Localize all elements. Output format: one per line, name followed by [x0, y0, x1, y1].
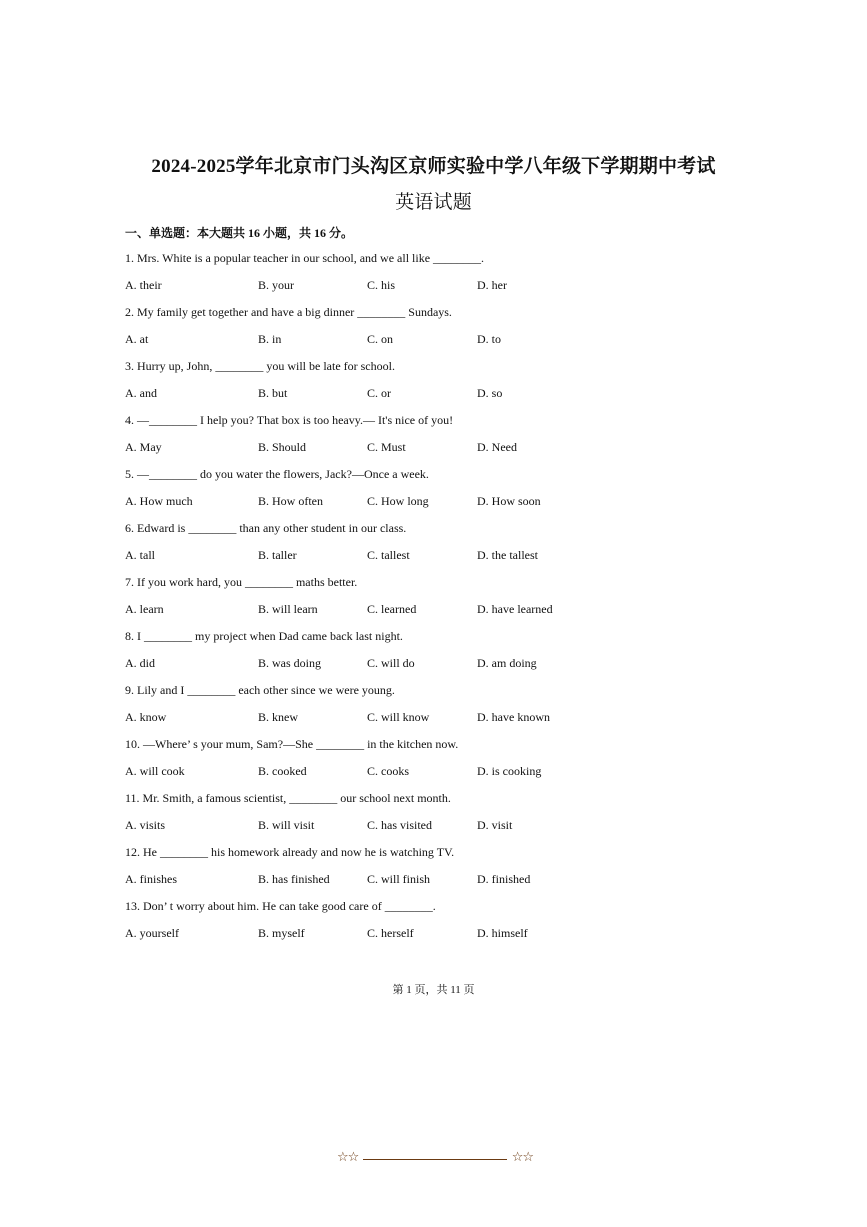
option-b: B. in	[258, 332, 282, 346]
option-b: B. but	[258, 386, 288, 400]
option-b: B. has finished	[258, 872, 330, 886]
question-stem: 3. Hurry up, John, ________ you will be late for school.	[125, 359, 395, 373]
option-b: B. your	[258, 278, 294, 292]
question-options	[125, 547, 765, 574]
question-stem: 5. —________ do you water the flowers, Jack?—Once a week.	[125, 467, 429, 481]
option-d: D. Need	[477, 440, 517, 454]
question-options	[125, 385, 765, 412]
option-c: C. learned	[367, 602, 417, 616]
question-stem: 13. Don’ t worry about him. He can take good care of ________.	[125, 899, 436, 913]
option-b: B. was doing	[258, 656, 321, 670]
question-options	[125, 601, 765, 628]
exam-subtitle: 英语试题	[395, 192, 472, 213]
question-item	[125, 844, 765, 898]
question-stem: 4. —________ I help you? That box is too heavy.— It's nice of you!	[125, 413, 454, 427]
option-d: D. is cooking	[477, 764, 542, 778]
option-c: C. herself	[367, 926, 414, 940]
question-item	[125, 574, 765, 628]
option-a: A. and	[125, 386, 157, 400]
option-c: C. or	[367, 386, 391, 400]
option-c: C. will do	[367, 656, 415, 670]
question-stem: 11. Mr. Smith, a famous scientist, ________ our school next month.	[125, 791, 451, 805]
question-stem: 6. Edward is ________ than any other student in our class.	[125, 521, 407, 535]
option-d: D. have learned	[477, 602, 553, 616]
question-options	[125, 493, 765, 520]
question-options	[125, 709, 765, 736]
option-a: A. visits	[125, 818, 166, 832]
question-item	[125, 466, 765, 520]
option-c: C. How long	[367, 494, 429, 508]
question-item	[125, 250, 765, 304]
question-item	[125, 520, 765, 574]
ornament-rule	[363, 1159, 507, 1160]
question-stem: 9. Lily and I ________ each other since we were young.	[125, 683, 395, 697]
question-options	[125, 655, 765, 682]
option-b: B. myself	[258, 926, 305, 940]
option-b: B. will visit	[258, 818, 315, 832]
question-item	[125, 898, 765, 952]
page-number: 第 1 页，共 11 页	[392, 984, 475, 996]
option-a: A. finishes	[125, 872, 177, 886]
option-d: D. visit	[477, 818, 513, 832]
option-b: B. will learn	[258, 602, 318, 616]
question-item	[125, 412, 765, 466]
option-c: C. will finish	[367, 872, 431, 886]
star-icon: ☆☆	[337, 1150, 359, 1165]
question-stem: 12. He ________ his homework already and now he is watching TV.	[125, 845, 455, 859]
option-d: D. so	[477, 386, 503, 400]
option-d: D. How soon	[477, 494, 541, 508]
question-list	[125, 250, 765, 952]
exam-title: 2024-2025学年北京市门头沟区京师实验中学八年级下学期期中考试	[151, 156, 716, 177]
option-a: A. yourself	[125, 926, 179, 940]
option-b: B. Should	[258, 440, 307, 454]
option-a: A. tall	[125, 548, 155, 562]
option-d: D. am doing	[477, 656, 537, 670]
option-b: B. cooked	[258, 764, 307, 778]
question-item	[125, 790, 765, 844]
question-item	[125, 628, 765, 682]
option-a: A. How much	[125, 494, 193, 508]
question-options	[125, 331, 765, 358]
option-a: A. May	[125, 440, 162, 454]
question-options	[125, 277, 765, 304]
section-heading: 一、单选题：本大题共 16 小题，共 16 分。	[125, 226, 354, 240]
option-a: A. did	[125, 656, 155, 670]
option-d: D. the tallest	[477, 548, 538, 562]
option-d: D. finished	[477, 872, 531, 886]
option-c: C. cooks	[367, 764, 409, 778]
question-options	[125, 817, 765, 844]
question-item	[125, 358, 765, 412]
question-options	[125, 763, 765, 790]
question-stem: 7. If you work hard, you ________ maths better.	[125, 575, 358, 589]
question-stem: 1. Mrs. White is a popular teacher in our school, and we all like ________.	[125, 251, 485, 265]
option-a: A. know	[125, 710, 167, 724]
option-a: A. their	[125, 278, 162, 292]
question-stem: 2. My family get together and have a big dinner ________ Sundays.	[125, 305, 452, 319]
question-stem: 8. I ________ my project when Dad came back last night.	[125, 629, 403, 643]
question-item	[125, 682, 765, 736]
option-c: C. will know	[367, 710, 430, 724]
option-c: C. tallest	[367, 548, 410, 562]
question-options	[125, 439, 765, 466]
star-icon: ☆☆	[511, 1150, 533, 1165]
option-b: B. knew	[258, 710, 298, 724]
option-c: C. his	[367, 278, 396, 292]
option-d: D. her	[477, 278, 507, 292]
option-c: C. has visited	[367, 818, 432, 832]
option-a: A. will cook	[125, 764, 185, 778]
option-b: B. How often	[258, 494, 323, 508]
question-stem: 10. —Where’ s your mum, Sam?—She ________ in the kitchen now.	[125, 737, 459, 751]
question-item	[125, 736, 765, 790]
option-c: C. Must	[367, 440, 406, 454]
option-a: A. at	[125, 332, 149, 346]
question-item	[125, 304, 765, 358]
question-options	[125, 925, 765, 952]
option-d: D. himself	[477, 926, 528, 940]
option-c: C. on	[367, 332, 394, 346]
option-d: D. to	[477, 332, 501, 346]
option-d: D. have known	[477, 710, 550, 724]
option-a: A. learn	[125, 602, 164, 616]
option-b: B. taller	[258, 548, 297, 562]
footer-ornament	[337, 1151, 533, 1167]
question-options	[125, 871, 765, 898]
